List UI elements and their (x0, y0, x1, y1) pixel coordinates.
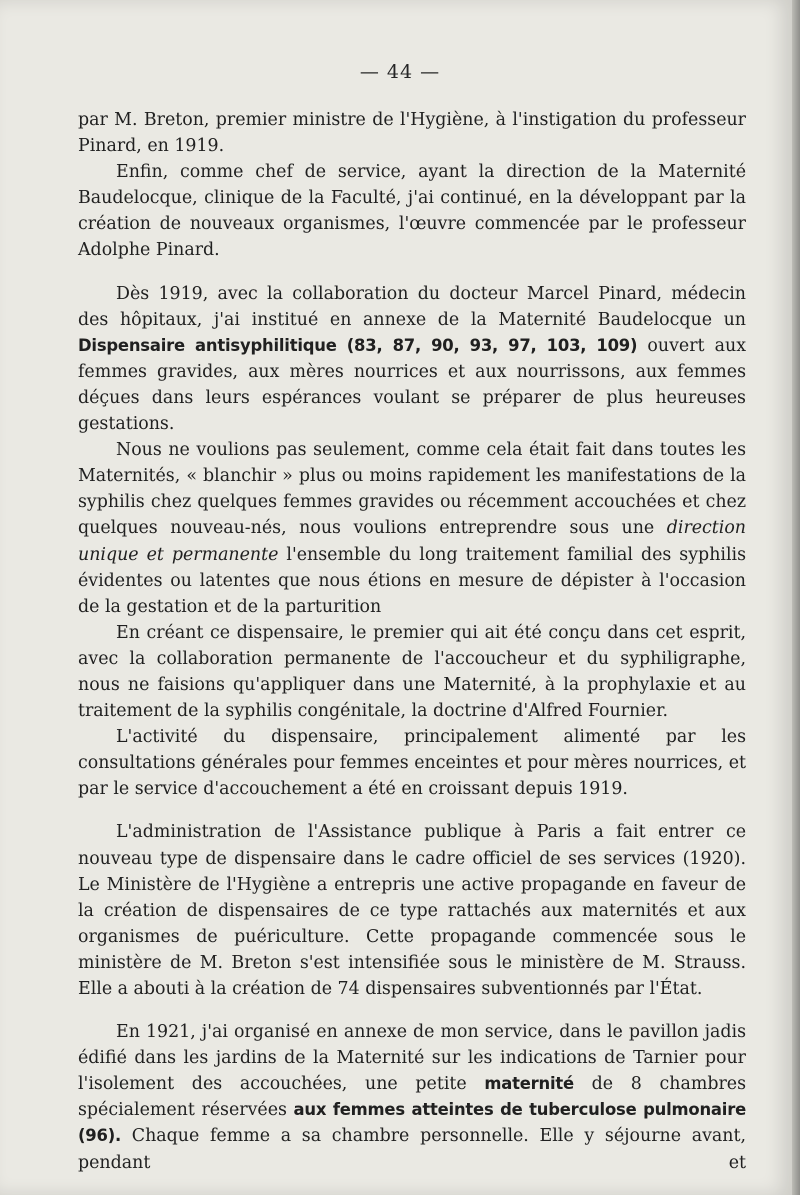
paragraph-3 (78, 281, 746, 438)
paragraph-4-text-a: Nous ne voulions pas seulement, comme cela était fait dans toutes les Maternités, « blanchir » plus ou moins rapidement les manifestations de la syphilis chez quelques femmes gravides ou récemment accouchées et chez quelques nouveau-nés, nous voulions entreprendre sous une (78, 440, 746, 539)
paragraph-8 (78, 1019, 746, 1176)
paragraph-8-text-c: de 8 chambres spécialement réservées (78, 1074, 746, 1121)
paragraph-8-text-e: Chaque femme a sa chambre personnelle. Elle y séjourne avant, pendant et (78, 1126, 747, 1173)
dispensaire-term: Dispensaire antisyphilitique (83, 87, 90, 93, 97, 103, 109) (78, 335, 638, 355)
body-text (78, 107, 746, 1176)
paragraph-1: par M. Breton, premier ministre de l'Hygiène, à l'instigation du professeur Pinard, en 1919. (78, 110, 746, 157)
direction-phrase: direction unique et permanente (78, 518, 747, 565)
paragraph-8-text-a: En 1921, j'ai organisé en annexe de mon service, dans le pavillon jadis édifié dans les jardins de la Maternité sur les indications de Tarnier pour l'isolement des accouchées, une petite (78, 1022, 746, 1095)
page-edge-shadow (792, 0, 800, 1195)
paragraph-7: L'administration de l'Assistance publique à Paris a fait entrer ce nouveau type de dispensaire dans le cadre officiel de ses services (1920). Le Ministère de l'Hygiène a entrepris une active propagande en faveur de la création de dispensaires de ce type rattachés aux maternités et aux organismes de puériculture. Cette propagande commencée sous le ministère de M. Breton s'est intensifiée sous le ministère de M. Strauss. Elle a abouti à la création de 74 dispensaires subventionnés par l'État. (78, 822, 746, 999)
paragraph-3-text-c: ouvert aux femmes gravides, aux mères nourrices et aux nourrissons, aux femmes déçues dans leurs espérances voulant se préparer de plus heureuses gestations. (78, 335, 746, 435)
paragraph-3-text-a: Dès 1919, avec la collaboration du docteur Marcel Pinard, médecin des hôpitaux, j'ai institué en annexe de la Maternité Baudelocque un (78, 283, 746, 330)
paragraph-2: Enfin, comme chef de service, ayant la direction de la Maternité Baudelocque, clinique de la Faculté, j'ai continué, en la développant par la création de nouveaux organismes, l'œuvre commencée par le professeur Adolphe Pinard. (78, 162, 746, 261)
paragraph-5: En créant ce dispensaire, le premier qui ait été conçu dans cet esprit, avec la collaboration permanente de l'accoucheur et du syphiligraphe, nous ne faisions qu'appliquer dans une Maternité, à la prophylaxie et au traitement de la syphilis congénitale, la doctrine d'Alfred Fournier. (78, 622, 746, 722)
paragraph-6: L'activité du dispensaire, principalement alimenté par les consultations générales pour femmes enceintes et pour mères nourrices, et par le service d'accouchement a été en croissant depuis 1919. (78, 727, 746, 800)
page-number: — 44 — (359, 61, 441, 83)
paragraph-4 (78, 437, 746, 620)
paragraph-4-text-c: l'ensemble du long traitement familial des syphilis évidentes ou latentes que nous étions en mesure de dépister à l'occasion de la gestation et de la parturition (78, 544, 747, 617)
maternite-term: maternité (484, 1074, 574, 1094)
tuberculose-term: aux femmes atteintes de tuberculose pulmonaire (96). (78, 1100, 746, 1146)
